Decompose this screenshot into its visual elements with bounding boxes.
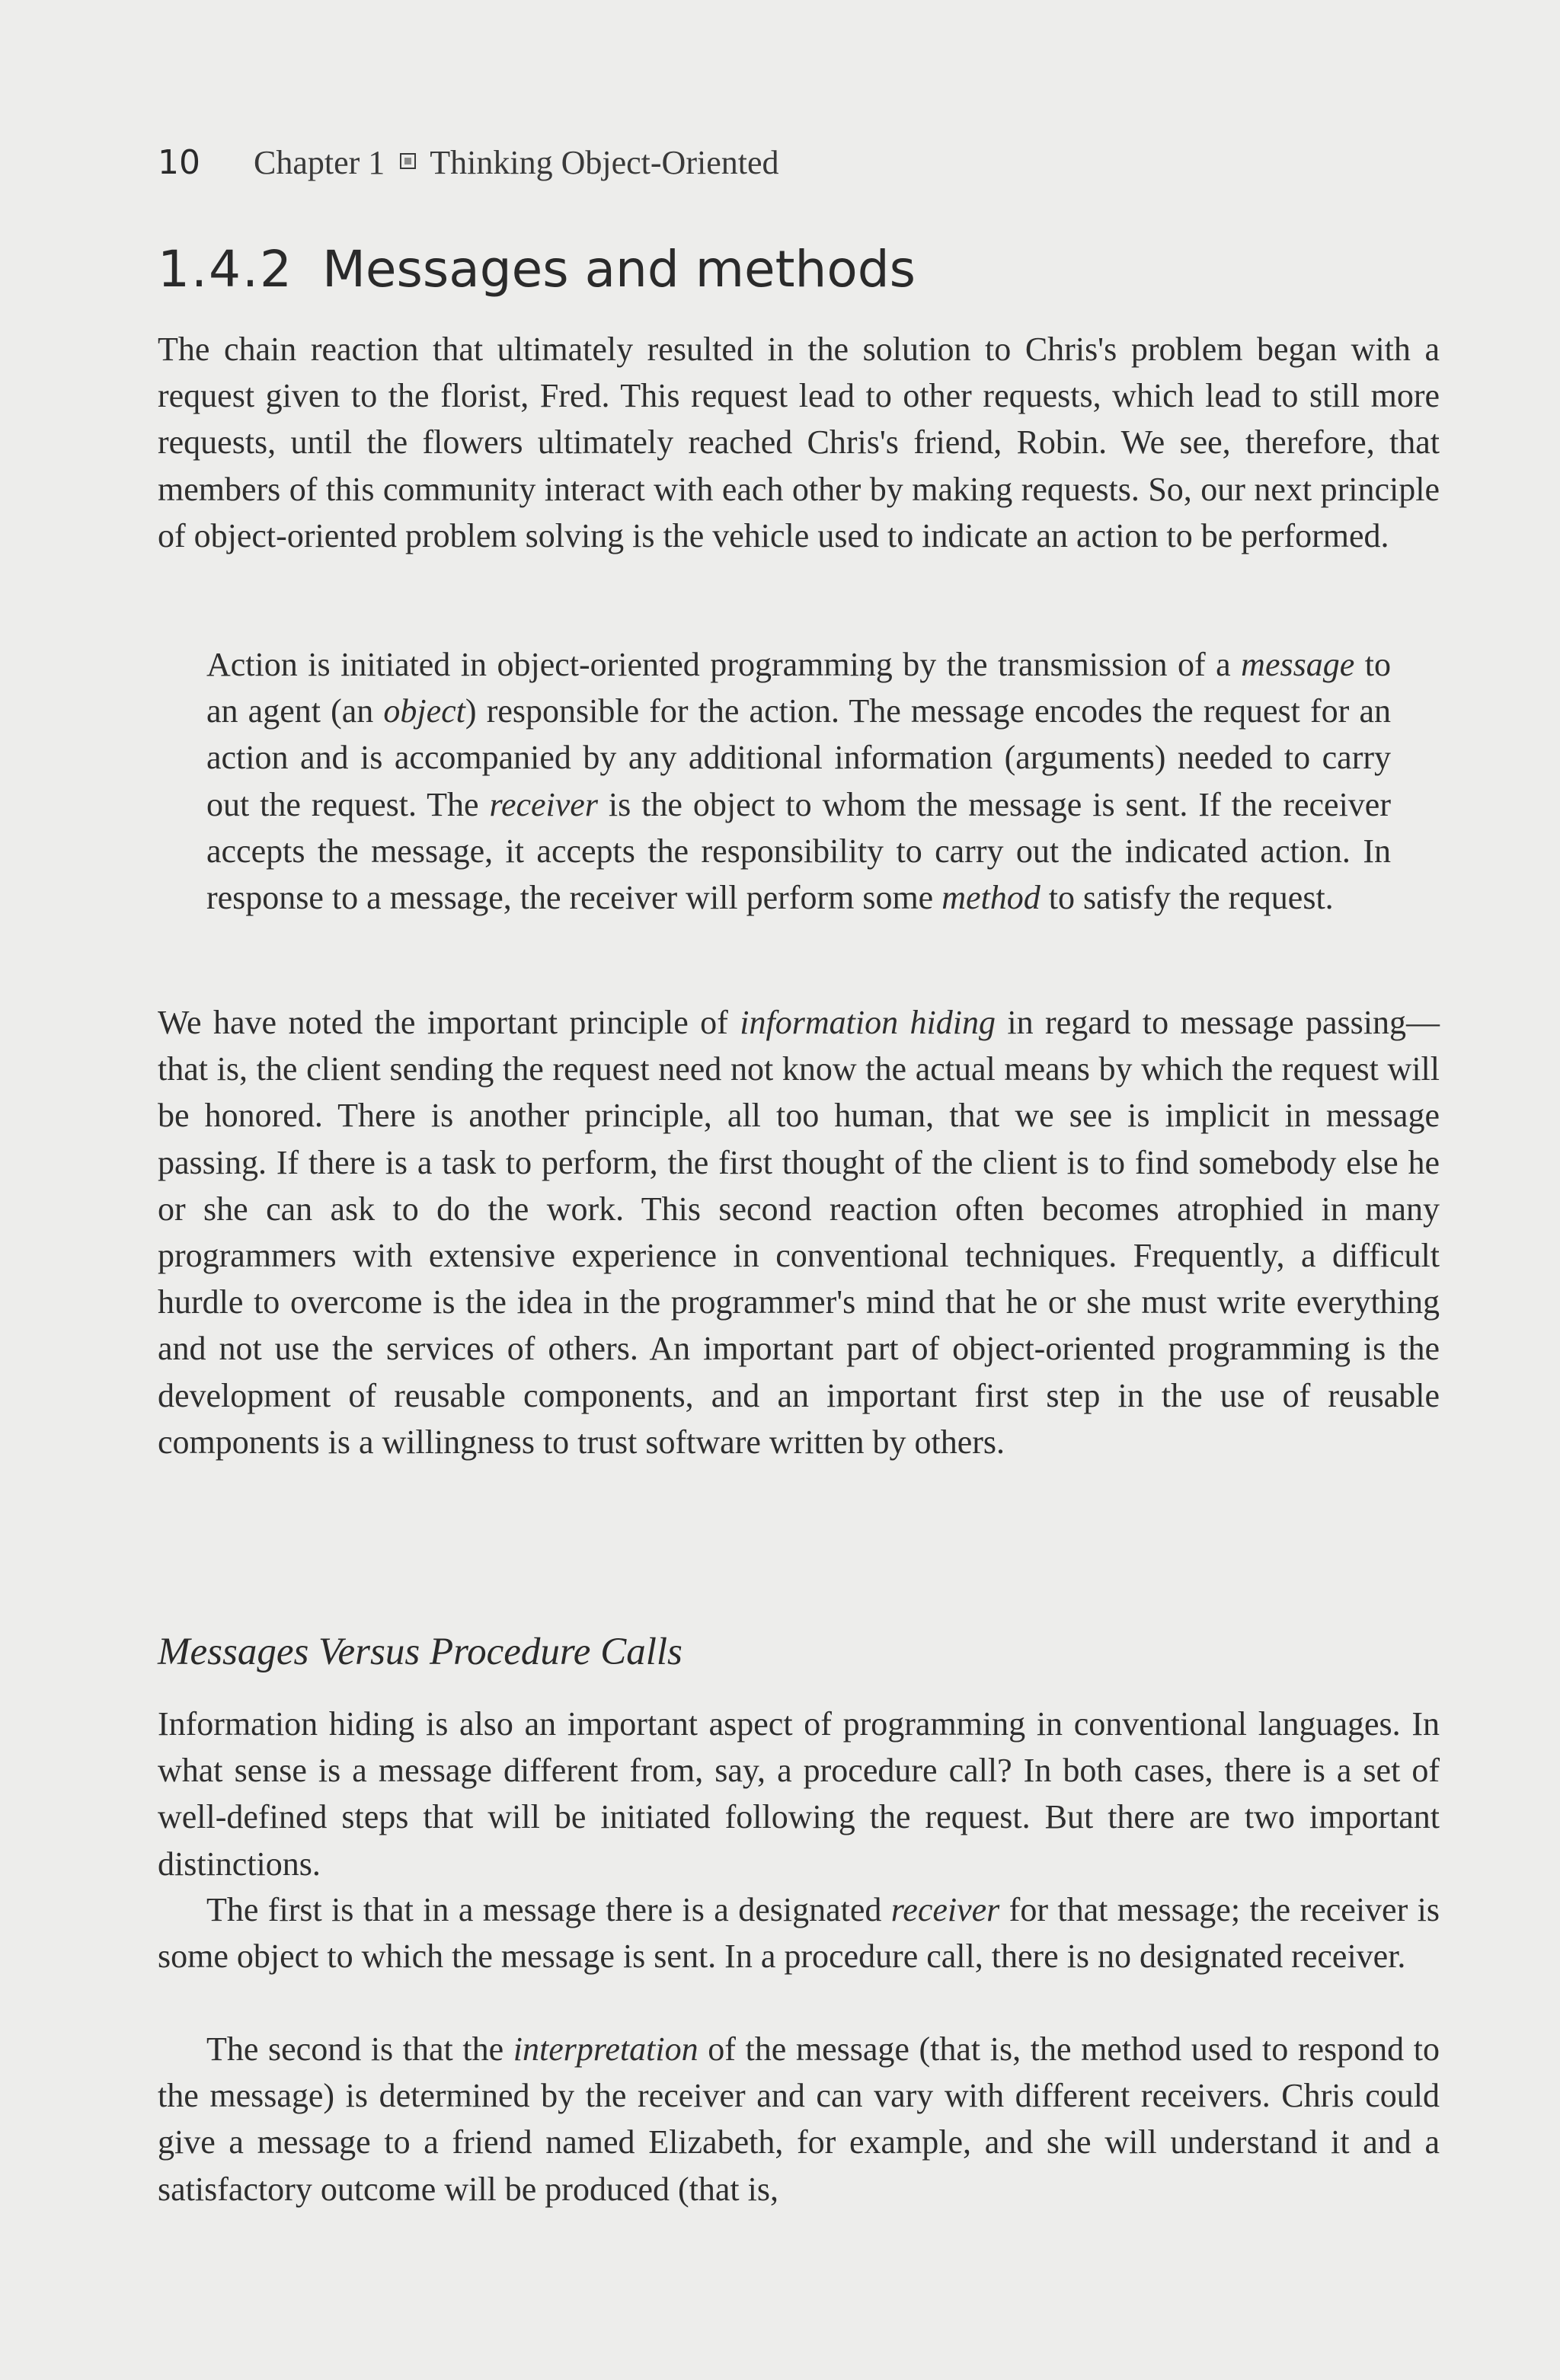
paragraph-information-hiding	[158, 999, 1440, 1465]
paragraph-chain-reaction: The chain reaction that ultimately resulted in the solution to Chris's problem began with a request given to the florist, Fred. This request lead to other requests, which lead to still more requests, until the flowers ultimately reached Chris's friend, Robin. We see, therefore, that members of this community interact with each other by making requests. So, our next principle of object-oriented problem solving is the vehicle used to indicate an action to be performed.	[158, 331, 1440, 554]
emphasis-interpretation: interpretation	[513, 2030, 698, 2068]
paragraph-second-distinction	[158, 2026, 1440, 2212]
emphasis-object: object	[383, 692, 465, 730]
text-run: is the object to whom the message is sent. If the receiver accepts the message, it accepts the responsibility to carry out the indicated action. In response to a message, the receiver will perform some	[206, 785, 1391, 917]
book-page	[158, 0, 1440, 2380]
text-run: to satisfy the request.	[1040, 879, 1334, 917]
page-number: 10	[158, 143, 200, 182]
text-run: The second is that the	[206, 2030, 513, 2068]
emphasis-information-hiding: information hiding	[740, 1004, 996, 1041]
text-run: The first is that in a message there is a designated	[206, 1891, 891, 1928]
text-run: of the message (that is, the method used to respond to the message) is determined by the receiver and can vary with different receivers. Chris could give a message to a friend named Elizabeth, for example, and she will understand it and a satisfactory outcome will be produced (that is,	[158, 2030, 1440, 2208]
emphasis-receiver: receiver	[890, 1891, 1000, 1928]
emphasis-method: method	[941, 879, 1041, 917]
paragraph-first-distinction	[158, 1886, 1440, 1979]
emphasis-message: message	[1241, 646, 1355, 683]
text-run: in regard to message passing—that is, the client sending the request need not know the actual means by which the request will be honored. There is another principle, all too human, that we see is implicit in message passing. If there is a task to perform, the first thought of the client is to find somebody else he or she can ask to do the work. This second reaction often becomes atrophied in many programmers with extensive experience in conventional techniques. Frequently, a difficult hurdle to overcome is the idea in the programmer's mind that he or she must write everything and not use the services of others. An important part of object-oriented programming is the development of reusable components, and an important first step in the use of reusable components is a willingness to trust software written by others.	[158, 1004, 1440, 1461]
text-run: ) responsible for the action. The message encodes the request for an action and is accompanied by any additional information (arguments) needed to carry out the request. The	[206, 692, 1391, 823]
subsection-heading: Messages Versus Procedure Calls	[158, 1631, 682, 1673]
paragraph-action-definition	[206, 641, 1391, 921]
text-run: We have noted the important principle of	[158, 1004, 740, 1041]
square-bullet-icon	[400, 153, 416, 169]
section-number: 1.4.2	[158, 240, 293, 299]
paragraph-procedure-calls: Information hiding is also an important aspect of programming in conventional languages. In what sense is a message different from, say, a procedure call? In both cases, there is a set of well-defined steps that will be initiated following the request. But there are two important distinctions.	[158, 1705, 1440, 1883]
section-heading	[158, 240, 916, 299]
emphasis-receiver: receiver	[489, 785, 598, 823]
text-run: for that message; the receiver is some object to which the message is sent. In a procedure call, there is no designated receiver.	[158, 1891, 1440, 1976]
text-run: to an agent (an	[206, 646, 1391, 730]
section-title: Messages and methods	[321, 240, 916, 299]
text-run: Action is initiated in object-oriented programming by the transmission of a	[206, 646, 1242, 683]
running-header	[158, 143, 779, 189]
chapter-title: Thinking Object-Oriented	[430, 144, 779, 181]
chapter-label: Chapter 1	[254, 144, 385, 181]
